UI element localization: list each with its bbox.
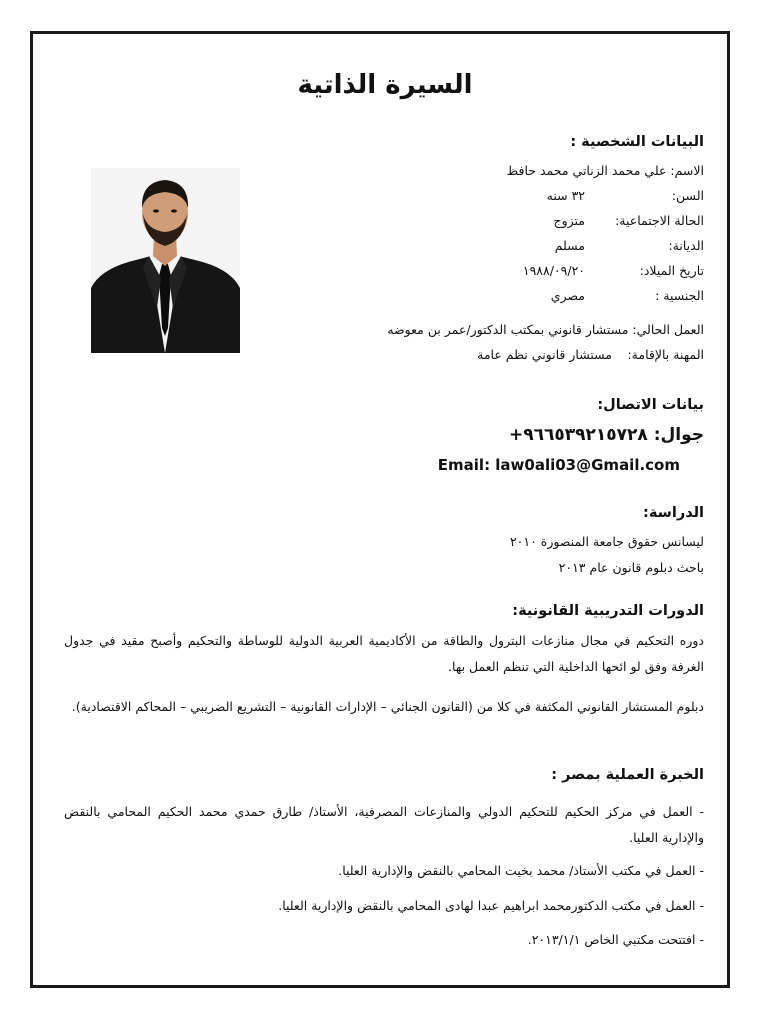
dob-value: ١٩٨٨/٠٩/٢٠: [522, 263, 585, 278]
experience-item: - افتتحت مكتبي الخاص ٢٠١٣/١/١.: [527, 932, 704, 947]
page-title: السيرة الذاتية: [297, 70, 473, 100]
experience-item: - العمل في مكتب الأستاذ/ محمد بخيت المحامي بالنقض والإدارية العليا.: [338, 863, 704, 878]
personal-heading: البيانات الشخصية :: [570, 134, 704, 150]
phone-line: جوال: ٩٦٦٥٣٩٢١٥٧٢٨+: [509, 425, 704, 445]
course-item: دوره التحكيم في مجال منازعات البترول والطاقة من الأكاديمية العربية الدولية للوساطة والتحكيم وأصبح مقيد في جدول الغرفة وفق لو ائحها الداخلية التي تنظم العمل بها.: [64, 633, 704, 674]
nationality-value: مصري: [550, 288, 585, 303]
residence-job-value: مستشار قانوني نظم عامة: [477, 347, 612, 362]
education-heading: الدراسة:: [643, 505, 704, 521]
experience-item: - العمل في مركز الحكيم للتحكيم الدولي والمنازعات المصرفية، الأستاذ/ طارق حمدي محمد الحكيم المحامي بالنقض والإدارية العليا.: [64, 804, 704, 845]
religion-label: الديانة:: [668, 238, 704, 253]
name-line: الاسم: علي محمد الزناتي محمد حافظ: [506, 163, 704, 178]
portrait-image: [91, 168, 240, 353]
course-item: دبلوم المستشار القانوني المكثفة في كلا من (القانون الجنائي – الإدارات القانونية – التشريع الضريبي – المحاكم الاقتصادية).: [71, 699, 704, 714]
experience-item: - العمل في مكتب الدكتورمحمد ابراهيم عبدا لهادى المحامي بالنقض والإدارية العليا.: [278, 898, 704, 913]
experience-heading: الخبرة العملية بمصر :: [551, 767, 704, 783]
email-line: Email: law0ali03@Gmail.com: [437, 456, 680, 474]
current-job-line: العمل الحالي: مستشار قانوني بمكتب الدكتور/عمر بن معوضه: [387, 322, 704, 337]
marital-value: متزوج: [553, 213, 585, 228]
age-label: السن:: [671, 188, 704, 203]
courses-heading: الدورات التدريبية القانونية:: [512, 603, 704, 619]
marital-label: الحالة الاجتماعية:: [615, 213, 704, 228]
age-value: ٣٢ سنه: [546, 188, 585, 203]
religion-value: مسلم: [554, 238, 585, 253]
education-item: ليسانس حقوق جامعة المنصورة ٢٠١٠: [509, 534, 704, 549]
profile-photo: [91, 168, 240, 353]
residence-job-label: المهنة بالإقامة:: [627, 347, 704, 362]
education-item: باحث دبلوم قانون عام ٢٠١٣: [558, 560, 704, 575]
nationality-label: الجنسية :: [655, 288, 704, 303]
contact-heading: بيانات الاتصال:: [597, 397, 704, 413]
dob-label: تاريخ الميلاد:: [639, 263, 704, 278]
